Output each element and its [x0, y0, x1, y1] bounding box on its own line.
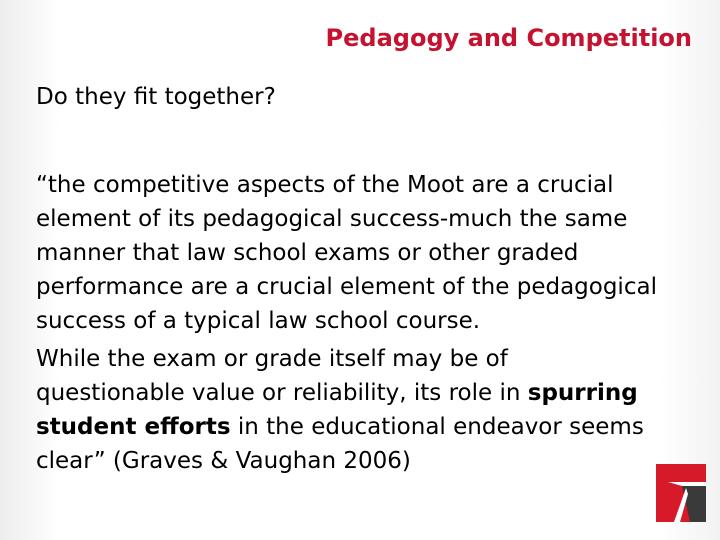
- quote-line: performance are a crucial element of the pedagogical: [36, 274, 657, 300]
- conclusion-emphasis: spurring: [527, 380, 638, 406]
- conclusion-line: clear” (Graves & Vaughan 2006): [36, 448, 411, 474]
- quote-line: manner that law school exams or other graded: [36, 240, 579, 266]
- quote-line: “the competitive aspects of the Moot are a crucial: [36, 172, 614, 198]
- conclusion-line: [36, 410, 696, 444]
- conclusion-paragraph: [36, 342, 696, 478]
- conclusion-text: questionable value or reliability, its role in: [36, 380, 528, 406]
- quote-line: element of its pedagogical success-much the same: [36, 206, 628, 232]
- quote-line: success of a typical law school course.: [36, 308, 481, 334]
- conclusion-text: in the educational endeavor seems: [230, 414, 644, 440]
- conclusion-line: While the exam or grade itself may be of: [36, 346, 508, 372]
- conclusion-emphasis: student efforts: [36, 414, 231, 440]
- slide-subtitle: Do they fit together?: [36, 84, 276, 110]
- red-square-logo-icon: [656, 464, 706, 522]
- conclusion-line: [36, 376, 696, 410]
- quote-paragraph: [36, 168, 696, 338]
- slide-title: Pedagogy and Competition: [325, 24, 692, 52]
